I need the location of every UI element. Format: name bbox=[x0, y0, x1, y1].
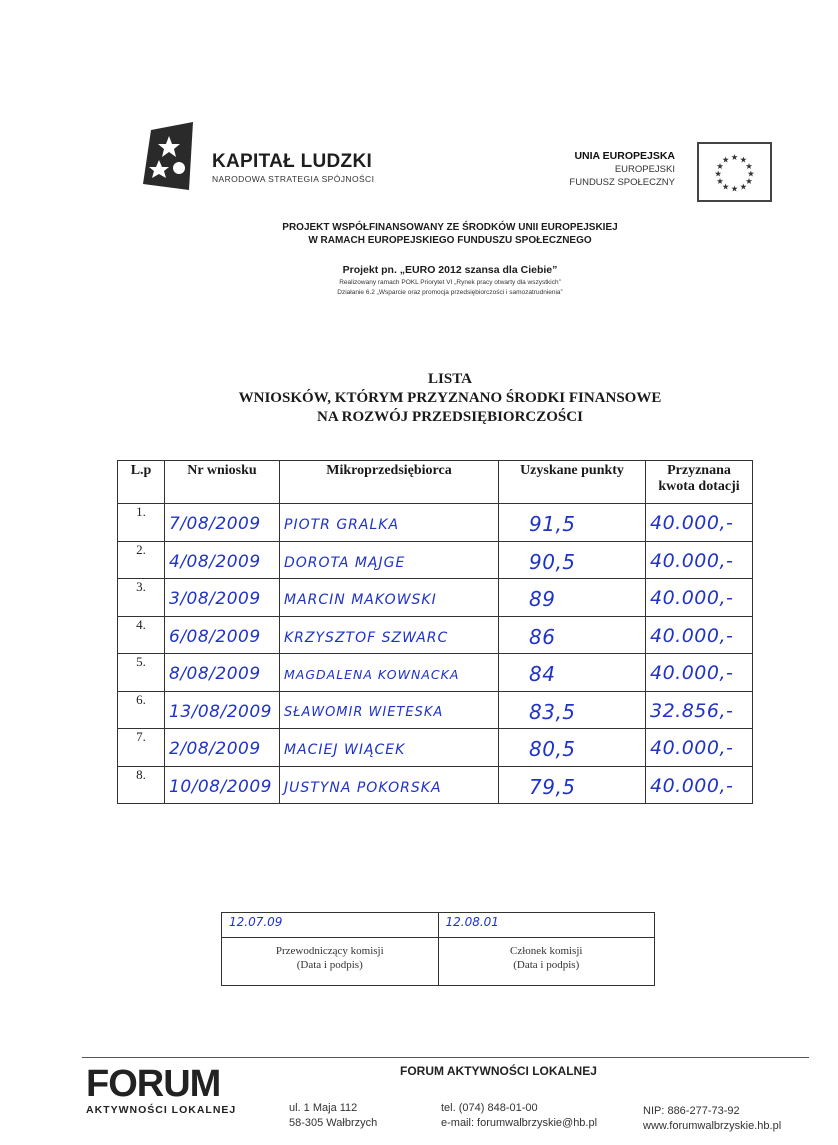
svg-text:★: ★ bbox=[721, 181, 730, 192]
row-points-value: 86 bbox=[529, 624, 556, 649]
chair-label-line2: (Data i podpis) bbox=[296, 959, 363, 971]
signature-label-row bbox=[222, 938, 655, 986]
signature-date-row bbox=[222, 913, 655, 938]
ue-line2: EUROPEJSKI bbox=[614, 164, 675, 175]
col-name-header: Mikroprzedsiębiorca bbox=[280, 461, 499, 504]
svg-text:★: ★ bbox=[747, 168, 755, 179]
col-amount-header bbox=[646, 461, 753, 504]
row-lp: 5. bbox=[118, 654, 165, 692]
row-name bbox=[280, 616, 499, 654]
row-name-value: DOROTA MĄJGE bbox=[284, 554, 406, 571]
project-line1: PROJEKT WSPÓŁFINANSOWANY ZE ŚRODKÓW UNII EUROPEJSKIEJ bbox=[282, 222, 618, 233]
row-lp: 8. bbox=[118, 766, 165, 804]
row-nr-value: 8/08/2009 bbox=[169, 664, 261, 684]
row-name-value: MAGDALENA KOWNACKA bbox=[284, 667, 460, 682]
kapital-ludzki-title: KAPITAŁ LUDZKI bbox=[212, 151, 373, 172]
row-name-value: MARCIN MAKOWSKI bbox=[284, 592, 437, 608]
member-signature-cell bbox=[438, 913, 655, 938]
row-amount-value: 40.000,- bbox=[650, 512, 734, 534]
row-nr-value: 4/08/2009 bbox=[169, 551, 261, 572]
row-amount bbox=[646, 766, 753, 804]
title-line3: NA ROZWÓJ PRZEDSIĘBIORCZOŚCI bbox=[317, 409, 583, 425]
row-nr-value: 6/08/2009 bbox=[169, 626, 261, 647]
col-amount-line2: kwota dotacji bbox=[658, 479, 740, 494]
row-name-value: KRZYSZTOF SZWARC bbox=[284, 629, 449, 646]
row-amount bbox=[646, 541, 753, 579]
contact-email: e-mail: forumwalbrzyskie@hb.pl bbox=[441, 1117, 598, 1129]
table-row bbox=[118, 729, 753, 767]
chair-label-line1: Przewodniczący komisji bbox=[275, 945, 384, 957]
row-amount-value: 40.000,- bbox=[650, 774, 734, 797]
row-amount bbox=[646, 504, 753, 542]
row-nr bbox=[165, 691, 280, 729]
table-row bbox=[118, 504, 753, 542]
kapital-ludzki-subtitle: NARODOWA STRATEGIA SPÓJNOŚCI bbox=[212, 174, 375, 184]
address-line2: 58-305 Wałbrzych bbox=[289, 1117, 378, 1129]
row-lp: 4. bbox=[118, 616, 165, 654]
row-amount bbox=[646, 729, 753, 767]
table-row bbox=[118, 616, 753, 654]
row-points bbox=[499, 654, 646, 692]
row-points-value: 83,5 bbox=[529, 699, 576, 724]
svg-text:★: ★ bbox=[716, 176, 724, 187]
row-points-value: 90,5 bbox=[529, 549, 576, 574]
row-points-value: 89 bbox=[529, 587, 556, 611]
chair-label bbox=[222, 938, 439, 986]
row-amount bbox=[646, 691, 753, 729]
row-points-value: 79,5 bbox=[529, 774, 576, 799]
row-name bbox=[280, 766, 499, 804]
row-name bbox=[280, 579, 499, 617]
row-points bbox=[499, 579, 646, 617]
svg-text:★: ★ bbox=[714, 168, 722, 179]
row-nr-value: 3/08/2009 bbox=[169, 589, 261, 609]
table-row bbox=[118, 691, 753, 729]
row-lp: 7. bbox=[118, 729, 165, 767]
row-amount-value: 40.000,- bbox=[650, 549, 734, 572]
row-nr-value: 7/08/2009 bbox=[169, 514, 261, 534]
svg-text:★: ★ bbox=[745, 176, 753, 187]
row-nr-value: 13/08/2009 bbox=[169, 701, 272, 722]
row-amount bbox=[646, 616, 753, 654]
member-label-line2: (Data i podpis) bbox=[513, 959, 580, 971]
row-amount-value: 40.000,- bbox=[650, 587, 734, 609]
row-lp: 2. bbox=[118, 541, 165, 579]
forum-logo: FORUM bbox=[86, 1063, 221, 1105]
row-nr bbox=[165, 541, 280, 579]
table-row bbox=[118, 579, 753, 617]
table-row bbox=[118, 541, 753, 579]
row-amount-value: 32.856,- bbox=[650, 699, 734, 722]
row-points bbox=[499, 616, 646, 654]
row-name-value: SŁAWOMIR WIETESKA bbox=[284, 704, 444, 720]
row-nr-value: 2/08/2009 bbox=[169, 739, 261, 759]
member-date: 12.08.01 bbox=[445, 915, 499, 929]
ue-line3: FUNDUSZ SPOŁECZNY bbox=[569, 177, 675, 188]
row-amount bbox=[646, 579, 753, 617]
document-title bbox=[150, 370, 750, 427]
footer-divider bbox=[82, 1057, 809, 1058]
col-points-header: Uzyskane punkty bbox=[499, 461, 646, 504]
organization-title: FORUM AKTYWNOŚCI LOKALNEJ bbox=[400, 1064, 597, 1078]
nip-number: NIP: 886-277-73-92 bbox=[643, 1105, 740, 1117]
row-amount-value: 40.000,- bbox=[650, 662, 734, 684]
row-points-value: 91,5 bbox=[529, 512, 576, 536]
row-points bbox=[499, 691, 646, 729]
project-small2: Działanie 6.2 „Wsparcie oraz promocja przedsiębiorczości i samozatrudnienia” bbox=[337, 289, 563, 296]
row-amount bbox=[646, 654, 753, 692]
svg-text:★: ★ bbox=[730, 151, 739, 162]
row-lp: 6. bbox=[118, 691, 165, 729]
row-name bbox=[280, 541, 499, 579]
row-nr bbox=[165, 616, 280, 654]
forum-logo-subtitle: AKTYWNOŚCI LOKALNEJ bbox=[86, 1104, 237, 1116]
row-amount-value: 40.000,- bbox=[650, 624, 734, 647]
row-nr bbox=[165, 729, 280, 767]
eu-fund-label bbox=[520, 150, 675, 189]
project-name: Projekt pn. „EURO 2012 szansa dla Ciebie” bbox=[342, 264, 558, 276]
row-points bbox=[499, 729, 646, 767]
row-nr bbox=[165, 654, 280, 692]
row-lp: 3. bbox=[118, 579, 165, 617]
website: www.forumwalbrzyskie.hb.pl bbox=[643, 1120, 782, 1132]
row-nr bbox=[165, 504, 280, 542]
title-line1: LISTA bbox=[428, 371, 472, 387]
eu-flag-icon bbox=[697, 142, 772, 202]
kapital-ludzki-logo-icon bbox=[143, 122, 195, 192]
project-small1: Realizowany ramach POKL Priorytet VI „Rynek pracy otwarty dla wszystkich” bbox=[339, 279, 561, 286]
ue-main-label: UNIA EUROPEJSKA bbox=[574, 150, 675, 162]
row-points bbox=[499, 766, 646, 804]
svg-text:★: ★ bbox=[739, 181, 748, 192]
project-details bbox=[150, 278, 750, 298]
svg-text:★: ★ bbox=[721, 154, 730, 165]
table-row bbox=[118, 766, 753, 804]
row-name bbox=[280, 504, 499, 542]
grants-table bbox=[117, 460, 753, 804]
row-points-value: 84 bbox=[529, 662, 556, 686]
table-row bbox=[118, 654, 753, 692]
row-points bbox=[499, 504, 646, 542]
footer-address bbox=[289, 1101, 377, 1131]
row-amount-value: 40.000,- bbox=[650, 737, 734, 759]
row-points-value: 80,5 bbox=[529, 737, 576, 761]
svg-text:★: ★ bbox=[716, 161, 724, 172]
row-name bbox=[280, 654, 499, 692]
member-label bbox=[438, 938, 655, 986]
row-nr bbox=[165, 579, 280, 617]
row-name-value: PIOTR GRALKA bbox=[284, 517, 400, 533]
svg-text:★: ★ bbox=[739, 154, 748, 165]
member-label-line1: Członek komisji bbox=[510, 945, 583, 957]
row-name bbox=[280, 691, 499, 729]
address-line1: ul. 1 Maja 112 bbox=[289, 1102, 358, 1114]
row-name bbox=[280, 729, 499, 767]
contact-tel: tel. (074) 848-01-00 bbox=[441, 1102, 538, 1114]
chair-date: 12.07.09 bbox=[229, 915, 283, 929]
row-nr-value: 10/08/2009 bbox=[169, 776, 272, 797]
project-line2: W RAMACH EUROPEJSKIEGO FUNDUSZU SPOŁECZNEGO bbox=[308, 235, 592, 246]
project-cofinancing-header bbox=[150, 221, 750, 247]
col-nr-header: Nr wniosku bbox=[165, 461, 280, 504]
row-name-value: JUSTYNA POKORSKA bbox=[284, 779, 442, 796]
row-nr bbox=[165, 766, 280, 804]
row-name-value: MACIEJ WIĄCEK bbox=[284, 742, 406, 758]
col-amount-line1: Przyznana bbox=[667, 463, 731, 478]
row-lp: 1. bbox=[118, 504, 165, 542]
footer-registration bbox=[643, 1104, 781, 1134]
title-line2: WNIOSKÓW, KTÓRYM PRZYZNANO ŚRODKI FINANSOWE bbox=[238, 390, 662, 406]
chair-signature-cell bbox=[222, 913, 439, 938]
col-lp-header: L.p bbox=[118, 461, 165, 504]
svg-text:★: ★ bbox=[745, 161, 753, 172]
row-points bbox=[499, 541, 646, 579]
svg-text:★: ★ bbox=[730, 183, 739, 194]
table-header-row bbox=[118, 461, 753, 504]
signature-table bbox=[221, 912, 655, 986]
footer-contact bbox=[441, 1101, 597, 1131]
